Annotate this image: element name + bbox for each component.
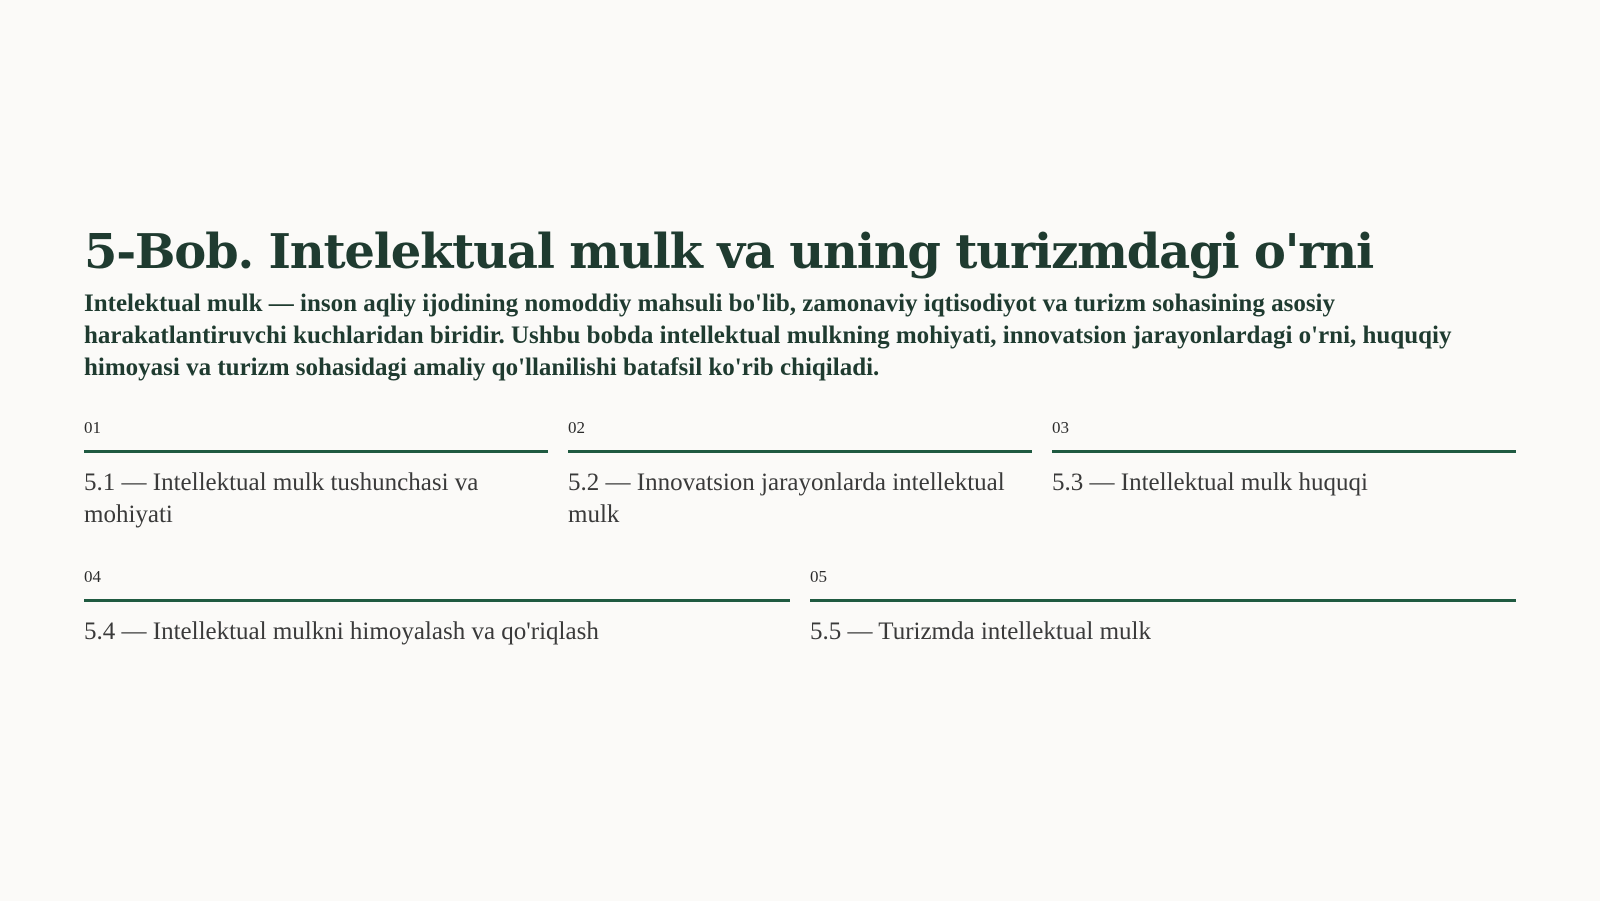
section-title: 5.4 — Intellektual mulkni himoyalash va qo'riqlash <box>84 618 599 645</box>
section-divider <box>84 450 548 453</box>
section-card-5-2 <box>568 418 1032 531</box>
section-number: 02 <box>568 418 585 437</box>
section-number: 01 <box>84 418 101 437</box>
section-number: 03 <box>1052 418 1069 437</box>
section-title: 5.3 — Intellektual mulk huquqi <box>1052 469 1368 496</box>
section-card-5-4 <box>84 567 790 648</box>
section-card-5-1 <box>84 418 548 531</box>
section-divider <box>568 450 1032 453</box>
slide-content <box>84 222 1516 648</box>
section-card-5-3 <box>1052 418 1516 531</box>
section-title: 5.2 — Innovatsion jarayonlarda intellektual mulk <box>568 469 1005 528</box>
section-number: 04 <box>84 567 101 586</box>
section-title: 5.5 — Turizmda intellektual mulk <box>810 618 1151 645</box>
section-title: 5.1 — Intellektual mulk tushunchasi va mohiyati <box>84 469 479 528</box>
sections-row-2 <box>84 567 1516 648</box>
sections-row-1 <box>84 418 1516 531</box>
section-divider <box>810 599 1516 602</box>
section-divider <box>84 599 790 602</box>
section-card-5-5 <box>810 567 1516 648</box>
section-number: 05 <box>810 567 827 586</box>
section-divider <box>1052 450 1516 453</box>
page-title: 5-Bob. Intelektual mulk va uning turizmdagi o'rni <box>84 224 1374 280</box>
chapter-intro: Intelektual mulk — inson aqliy ijodining nomoddiy mahsuli bo'lib, zamonaviy iqtisodiyot va turizm sohasining asosiy harakatlantiruvchi kuchlaridan biridir. Ushbu bobda intellektual mulkning mohiyati, innovatsion jarayonlardagi o'rni, huquqiy himoyasi va turizm sohasidagi amaliy qo'llanilishi batafsil ko'rib chiqiladi. <box>84 290 1452 381</box>
